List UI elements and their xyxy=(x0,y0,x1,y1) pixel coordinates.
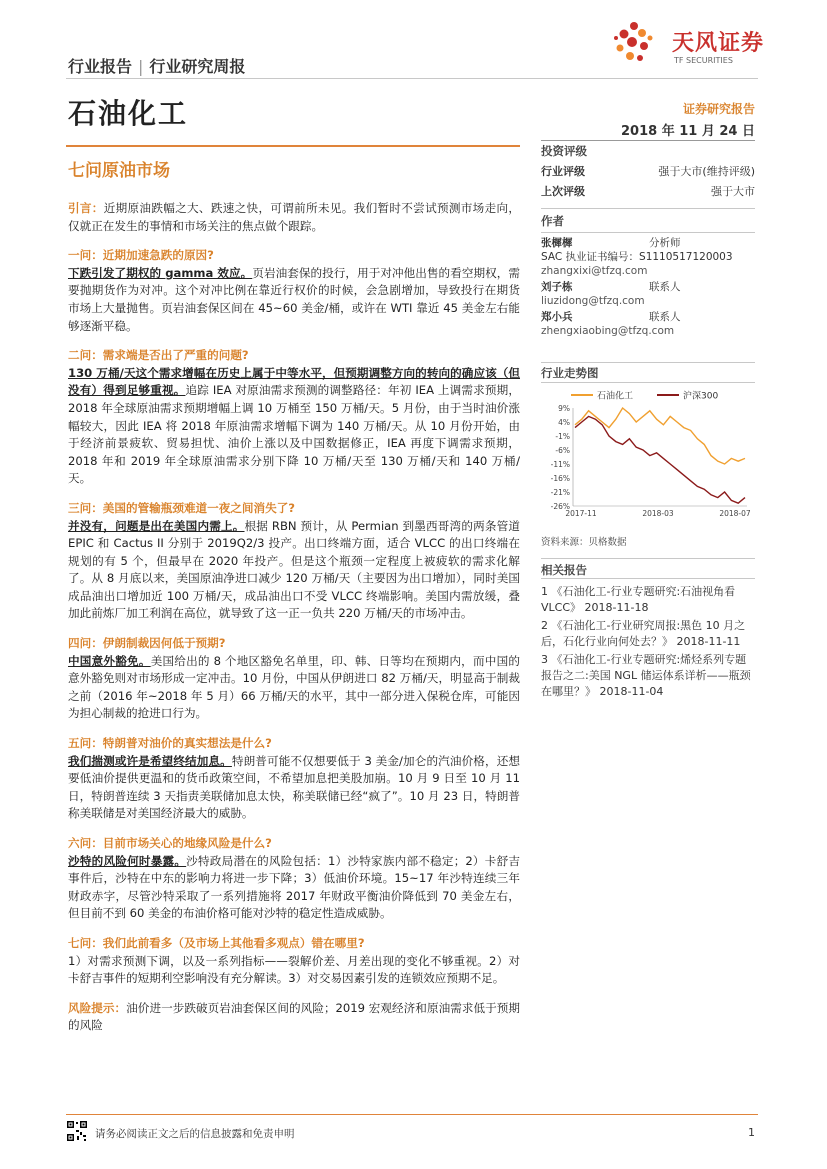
category-a: 行业报告 xyxy=(68,57,133,76)
trend-chart xyxy=(541,386,755,522)
author-role: 联系人 xyxy=(649,281,681,293)
rating-row xyxy=(541,183,755,199)
author-email[interactable]: liuzidong@tfzq.com xyxy=(541,295,645,307)
related-text: 《石油化工-行业专题研究:烯烃系列专题报告之二:美国 NGL 储运体系详析——瓶颈在哪里？》 2018-11-04 xyxy=(541,653,751,698)
logo-name: 天风证券 xyxy=(672,31,765,56)
logo-subtitle: TF SECURITIES xyxy=(674,56,733,65)
sidebar-divider xyxy=(541,558,755,559)
sidebar-divider xyxy=(541,208,755,209)
related-num: 3 xyxy=(541,653,548,667)
question-block-1 xyxy=(68,247,520,335)
rating-row xyxy=(541,163,755,179)
answer-text: 追踪 IEA 对原油需求预测的调整路径：年初 IEA 上调需求预期，2018 年全球原油需求预期增幅上调 10 万桶至 150 万桶/天。5 月份，由于当时油价涨幅较大，因此 IEA 将 2018 年原油需求增幅下调为 140 万桶/天。从 10 月份开始，由于经济前景疲软、贸易担忧、油价上涨以及中国数据修正，IEA 再度下调需求预期，2018 年和 2019 年全球原油需求分别下降 10 万桶/天至 130 万桶/天和 140 万桶/天。 xyxy=(68,383,520,486)
y-tick-label: -6% xyxy=(555,446,570,455)
y-tick-label: -21% xyxy=(550,488,570,497)
question-heading: 二问：需求端是否出了严重的问题? xyxy=(68,348,249,363)
answer-text: 沙特政局潜在的风险包括：1）沙特家族内部不稳定；2）卡舒吉事件后，沙特在中东的影响力将进一步下降；3）低油价环境。15~17 年沙特连续三年财政赤字，尽管沙特采取了一系列措施将 2017 年财政平衡油价降低到 70 美金左右，但目前不到 60 美金的布油价格可能对沙特的稳定性造成威胁。 xyxy=(68,853,520,921)
y-tick-label: 4% xyxy=(558,418,570,427)
sector-title: 石油化工 xyxy=(68,97,189,130)
question-block-4 xyxy=(68,635,520,723)
qr-code-icon xyxy=(66,1120,88,1142)
trend-heading: 行业走势图 xyxy=(541,366,599,380)
y-tick-label: 9% xyxy=(558,404,570,413)
question-block-2 xyxy=(68,347,520,488)
y-tick-label: -1% xyxy=(555,432,570,441)
intro-text: 近期原油跌幅之大、跌速之快，可谓前所未见。我们暂时不尝试预测市场走向，仅就正在发生的事情和市场关注的焦点做个跟踪。 xyxy=(68,201,520,233)
footer-divider xyxy=(66,1114,758,1115)
answer-text: 页岩油套保的投行，用于对冲他出售的看空期权，需要抛期货作为对冲。这个对冲比例在靠近行权价的时候，会急剧增加，导致投行在期货市场上大量抛售。页岩油套保区间在 45~60 美金/桶，或许在 WTI 靠近 45 美金左右能够逐渐平稳。 xyxy=(68,265,520,333)
footer-disclaimer[interactable]: 请务必阅读正文之后的信息披露和免责申明 xyxy=(95,1128,295,1140)
related-heading: 相关报告 xyxy=(541,563,587,577)
report-date: 2018 年 11 月 24 日 xyxy=(621,124,755,139)
category-b: 行业研究周报 xyxy=(149,57,246,76)
x-tick-label: 2018-03 xyxy=(642,509,674,518)
answer-lead: 沙特的风险何时暴露。 xyxy=(68,853,187,868)
answer-lead: 并没有，问题是出在美国内需上。 xyxy=(68,518,245,533)
answer-text: 根据 RBN 预计，从 Permian 到墨西哥湾的两条管道 EPIC 和 Cactus II 分别于 2019Q2/3 投产。出口终端方面，适合 VLCC 的出口终端在规划的有 5 个，但最早在 2020 年投产。但是这个瓶颈一定程度上被疲软的需求化解了。从 8 月底以来，美国原油净进口减少 120 万桶/天（主要因为出口增加），同时美国成品油出口增加近 100 万桶/天，成品油出口不受 VLCC 终端影响。美国内需放缓，叠加此前炼厂加工利润在高位，就导致了这一正一负共 220 万桶/天的市场冲击。 xyxy=(68,518,520,621)
question-heading: 七问：我们此前看多（及市场上其他看多观点）错在哪里? xyxy=(68,935,365,950)
intro-paragraph xyxy=(68,200,520,235)
related-list xyxy=(541,584,755,702)
rating-label: 行业评级 xyxy=(541,165,585,178)
question-heading: 一问：近期加速急跌的原因? xyxy=(68,248,214,263)
question-heading: 四问：伊朗制裁因何低于预期? xyxy=(68,636,226,651)
rating-value: 强于大市(维持评级) xyxy=(658,165,755,178)
x-tick-label: 2017-11 xyxy=(565,509,597,518)
legend-label: 沪深300 xyxy=(683,391,719,402)
question-block-7 xyxy=(68,935,520,988)
rating-value: 强于大市 xyxy=(711,185,755,198)
rating-label: 上次评级 xyxy=(541,185,585,198)
rating-section xyxy=(541,143,755,199)
legend-label: 石油化工 xyxy=(597,391,634,402)
related-num: 1 xyxy=(541,585,548,598)
sidebar-divider xyxy=(541,140,755,141)
related-item[interactable] xyxy=(541,618,755,649)
question-heading: 五问：特朗普对油价的真实想法是什么? xyxy=(68,736,272,751)
authors-section xyxy=(541,214,755,338)
rating-heading: 投资评级 xyxy=(541,144,587,158)
author-cert: S1110517120003 xyxy=(639,251,733,263)
author-email[interactable]: zhangxixi@tfzq.com xyxy=(541,265,648,277)
answer-text: 美国给出的 8 个地区豁免名单里，印、韩、日等均在预期内，而中国的意外豁免则对市场形成一定冲击。10 月份，中国从伊朗进口 82 万桶/天，明显高于制裁之前（2016 年~2018 年 5 月）66 万桶/天的水平，其中一部分进入保税仓库，可能因为担心制裁的抢进口行为。 xyxy=(68,653,520,721)
answer-lead: 中国意外豁免。 xyxy=(68,653,151,668)
main-body xyxy=(68,200,520,1035)
report-title: 七问原油市场 xyxy=(68,161,170,181)
answer-lead: 我们揣测或许是希望终结加息。 xyxy=(68,753,232,768)
intro-label: 引言： xyxy=(68,201,104,215)
series-line xyxy=(575,416,745,503)
report-type: 证券研究报告 xyxy=(682,102,755,116)
report-category xyxy=(68,54,245,77)
question-block-3 xyxy=(68,500,520,623)
related-item[interactable] xyxy=(541,584,755,615)
answer-text: 特朗普可能不仅想要低于 3 美金/加仑的汽油价格，还想要低油价提供更温和的货币政策空间，不希望加息把美股加崩。10 月 9 日至 10 月 11 日，特朗普连续 3 天指责美联储加息太快，称美联储已经“疯了”。10 月 23 日，特朗普称美联储是对美国经济最大的威胁。 xyxy=(68,753,520,821)
chart-source: 资料来源：贝格数据 xyxy=(541,537,627,548)
sidebar-divider xyxy=(541,578,755,579)
related-text: 《石油化工-行业专题研究:石油视角看 VLCC》 2018-11-18 xyxy=(541,585,736,614)
author-name: 张樨樨 xyxy=(541,237,573,249)
sidebar-divider xyxy=(541,232,755,233)
author-role: 联系人 xyxy=(649,311,681,323)
y-tick-label: -26% xyxy=(550,502,570,511)
author-role: 分析师 xyxy=(649,237,681,249)
author-name: 郑小兵 xyxy=(541,311,573,323)
answer-lead: 130 万桶/天这个需求增幅在历史上属于中等水平，但预期调整方向的转向的确应该（但没有）得到足够重视。 xyxy=(68,365,520,398)
risk-text: 油价进一步跌破页岩油套保区间的风险；2019 宏观经济和原油需求低于预期的风险 xyxy=(68,1000,520,1033)
author-email[interactable]: zhengxiaobing@tfzq.com xyxy=(541,325,675,337)
answer-lead: 下跌引发了期权的 gamma 效应。 xyxy=(68,265,253,280)
author-entry xyxy=(541,310,755,338)
tf-logo-icon xyxy=(612,18,672,68)
author-entry xyxy=(541,236,755,278)
question-block-6 xyxy=(68,835,520,923)
authors-heading: 作者 xyxy=(541,214,564,228)
risk-paragraph xyxy=(68,1000,520,1035)
question-heading: 三问：美国的管输瓶颈难道一夜之间消失了? xyxy=(68,500,296,515)
answer-text: 1）对需求预测下调，以及一系列指标——裂解价差、月差出现的变化不够重视。2）对卡舒吉事件的短期利空影响没有充分解读。3）对交易因素引发的连锁效应预期不足。 xyxy=(68,953,520,986)
y-tick-label: -16% xyxy=(550,474,570,483)
header-divider xyxy=(66,78,758,79)
page-number: 1 xyxy=(748,1126,755,1139)
author-name: 刘子栋 xyxy=(541,281,573,293)
category-separator: | xyxy=(138,57,144,76)
y-tick-label: -11% xyxy=(550,460,570,469)
sidebar-divider xyxy=(541,382,755,383)
risk-label: 风险提示： xyxy=(68,1000,127,1015)
author-entry xyxy=(541,280,755,308)
related-item[interactable] xyxy=(541,652,755,699)
author-cert-label: SAC 执业证书编号： xyxy=(541,251,640,263)
related-num: 2 xyxy=(541,619,548,633)
question-heading: 六问：目前市场关心的地缘风险是什么? xyxy=(68,836,272,850)
x-tick-label: 2018-07 xyxy=(719,509,751,518)
related-text: 《石油化工-行业研究周报:黑色 10 月之后，石化行业向何处去？》 2018-11-11 xyxy=(541,619,746,648)
sidebar-divider xyxy=(541,362,755,363)
title-divider xyxy=(66,145,520,147)
question-block-5 xyxy=(68,735,520,823)
